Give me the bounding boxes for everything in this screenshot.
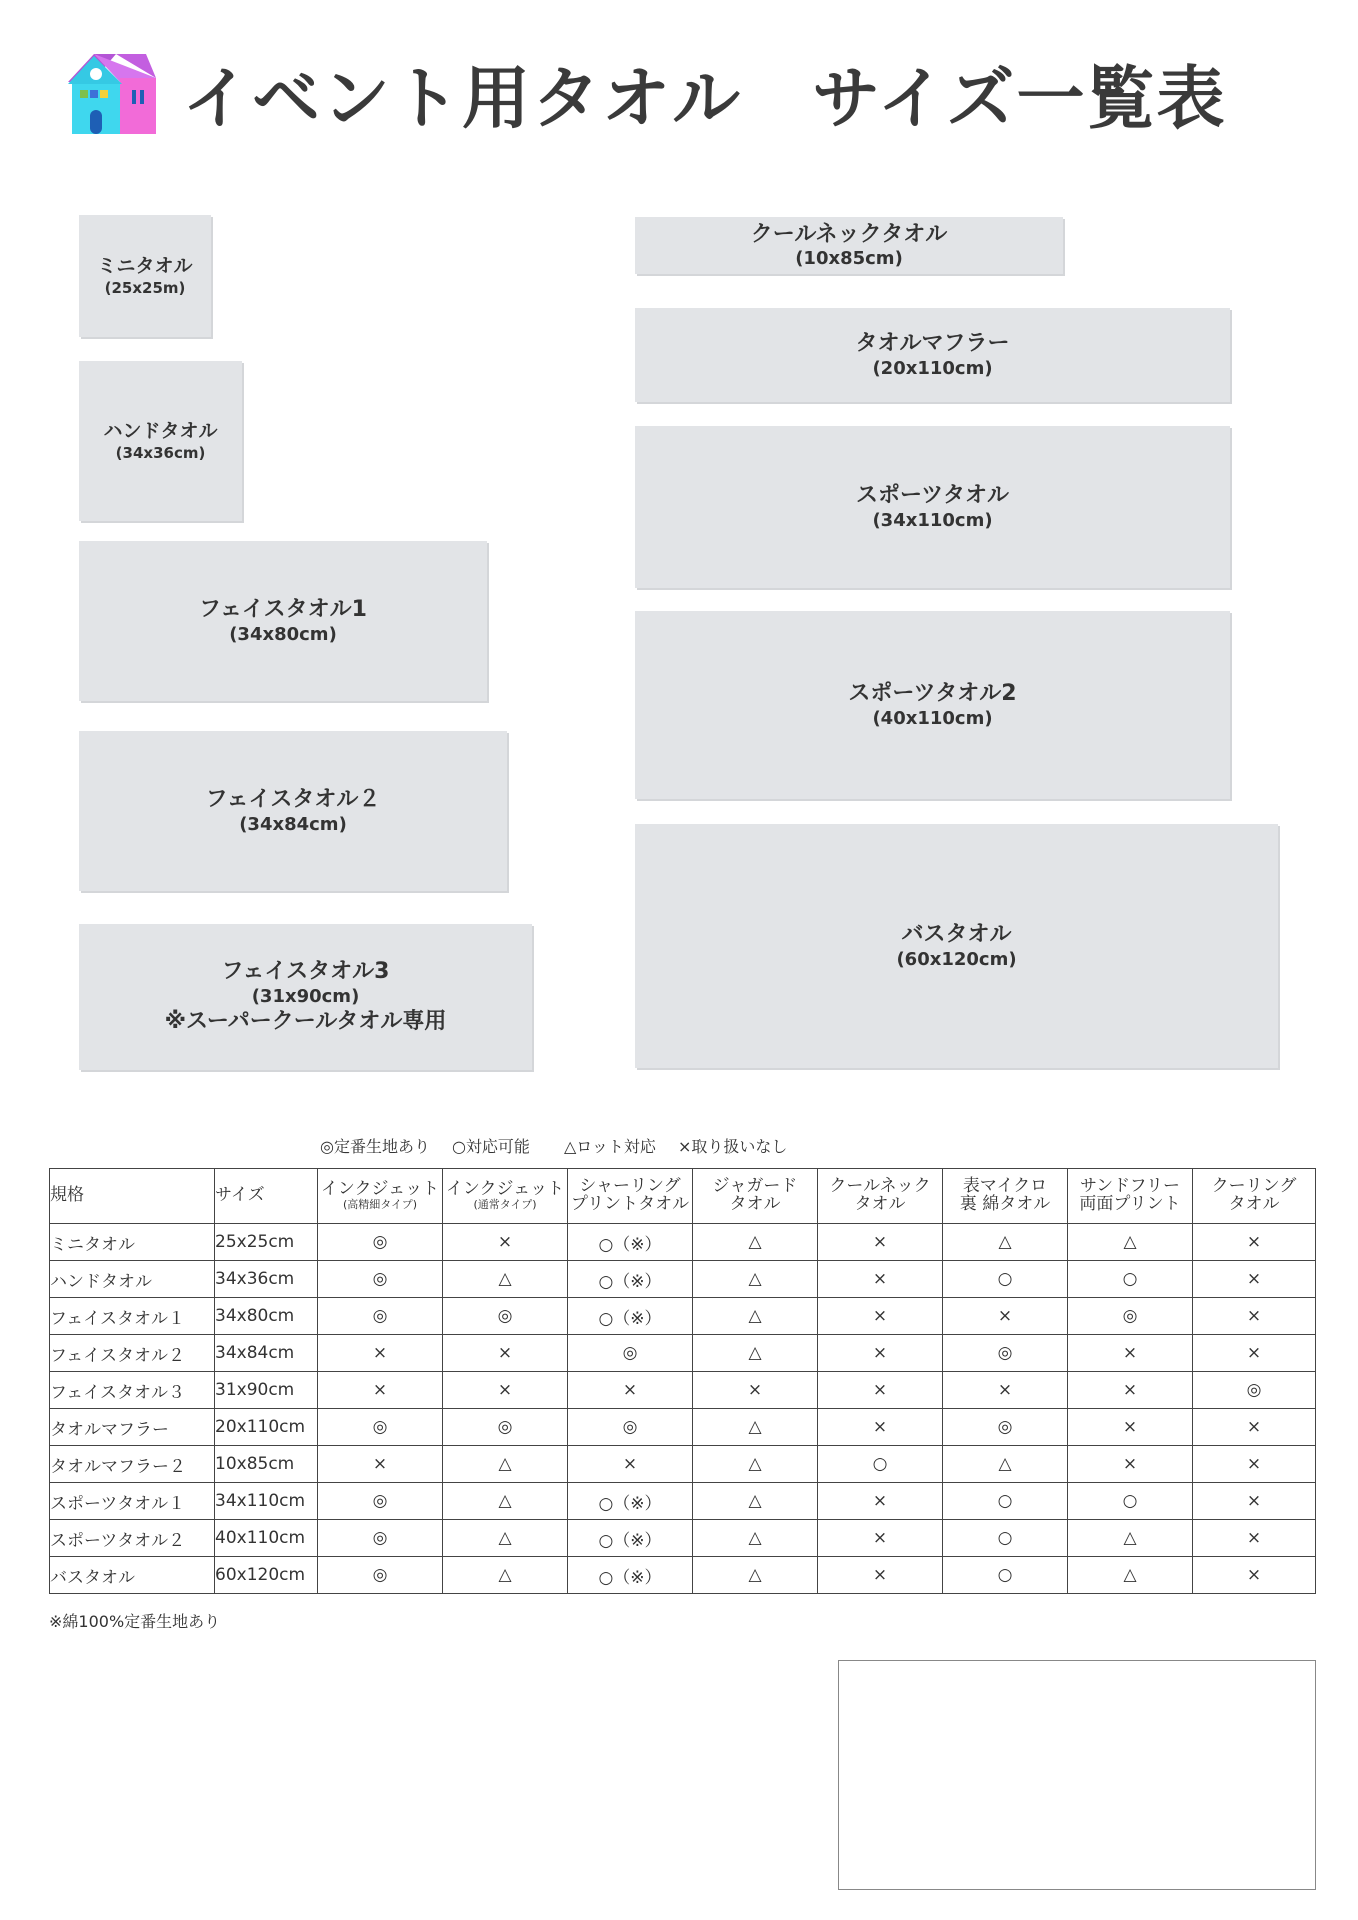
towel-note: ※スーパークールタオル専用 <box>164 1009 447 1035</box>
towel-sports-2 <box>635 611 1230 799</box>
table-cell: 34x36cm <box>215 1261 318 1298</box>
column-header: 規格 <box>50 1169 215 1224</box>
column-header: インクジェット (通常タイプ) <box>443 1169 568 1224</box>
table-cell: △ <box>693 1409 818 1446</box>
table-cell: ◎ <box>318 1557 443 1594</box>
table-cell: ○ <box>818 1446 943 1483</box>
table-cell: 34x84cm <box>215 1335 318 1372</box>
table-cell: △ <box>693 1298 818 1335</box>
table-cell: ◎ <box>943 1409 1068 1446</box>
table-cell: ○ <box>1068 1261 1193 1298</box>
table-cell: ◎ <box>943 1335 1068 1372</box>
table-cell: × <box>443 1372 568 1409</box>
towel-name: ミニタオル <box>97 254 193 277</box>
table-cell: ◎ <box>318 1520 443 1557</box>
table-cell: × <box>1068 1409 1193 1446</box>
table-cell: × <box>818 1335 943 1372</box>
table-cell: フェイスタオル２ <box>50 1335 215 1372</box>
table-cell: × <box>1068 1372 1193 1409</box>
table-cell: ◎ <box>443 1298 568 1335</box>
table-cell: △ <box>1068 1520 1193 1557</box>
table-cell: × <box>1193 1409 1316 1446</box>
table-cell: ◎ <box>568 1409 693 1446</box>
table-cell: ○ <box>1068 1483 1193 1520</box>
compatibility-table <box>49 1168 1316 1594</box>
footnote: ※綿100%定番生地あり <box>49 1612 221 1631</box>
towel-sports-1 <box>635 426 1230 588</box>
table-row <box>50 1224 1316 1261</box>
table-cell: ○（※） <box>568 1298 693 1335</box>
table-cell: △ <box>443 1261 568 1298</box>
legend-item: ○対応可能 <box>451 1137 530 1156</box>
table-cell: × <box>1193 1224 1316 1261</box>
towel-bath <box>635 824 1278 1068</box>
table-cell: △ <box>943 1224 1068 1261</box>
towel-size: (34x110cm) <box>872 509 993 531</box>
table-row <box>50 1520 1316 1557</box>
table-cell: タオルマフラー <box>50 1409 215 1446</box>
table-cell: 10x85cm <box>215 1446 318 1483</box>
towel-hand <box>79 361 242 521</box>
table-header-row <box>50 1169 1316 1224</box>
table-cell: ◎ <box>568 1335 693 1372</box>
towel-name: スポーツタオル2 <box>848 681 1017 706</box>
table-cell: 20x110cm <box>215 1409 318 1446</box>
table-cell: ◎ <box>318 1298 443 1335</box>
table-cell: スポーツタオル２ <box>50 1520 215 1557</box>
table-cell: ◎ <box>318 1261 443 1298</box>
towel-size: (34x36cm) <box>115 443 206 462</box>
table-cell: ○（※） <box>568 1224 693 1261</box>
table-cell: フェイスタオル３ <box>50 1372 215 1409</box>
table-cell: ○（※） <box>568 1261 693 1298</box>
towel-face-3 <box>79 924 532 1070</box>
towel-face-1 <box>79 541 487 701</box>
table-cell: × <box>1193 1335 1316 1372</box>
table-cell: ◎ <box>318 1409 443 1446</box>
towel-name: ハンドタオル <box>103 419 218 442</box>
towel-size: (34x84cm) <box>239 813 347 835</box>
towel-mini <box>79 215 211 337</box>
table-cell: ◎ <box>1068 1298 1193 1335</box>
table-cell: 60x120cm <box>215 1557 318 1594</box>
table-cell: タオルマフラー２ <box>50 1446 215 1483</box>
table-cell: × <box>1193 1298 1316 1335</box>
towel-name: スポーツタオル <box>856 483 1009 508</box>
table-cell: △ <box>693 1557 818 1594</box>
column-header: シャーリング プリントタオル <box>568 1169 693 1224</box>
table-cell: × <box>1193 1261 1316 1298</box>
legend-item: ◎定番生地あり <box>320 1137 430 1156</box>
table-row <box>50 1483 1316 1520</box>
table-cell: × <box>318 1372 443 1409</box>
table-row <box>50 1446 1316 1483</box>
column-header: サンドフリー 両面プリント <box>1068 1169 1193 1224</box>
table-cell: 40x110cm <box>215 1520 318 1557</box>
table-cell: × <box>1068 1335 1193 1372</box>
column-header: インクジェット (高精細タイプ) <box>318 1169 443 1224</box>
table-row <box>50 1261 1316 1298</box>
table-cell: フェイスタオル１ <box>50 1298 215 1335</box>
table-cell: △ <box>693 1224 818 1261</box>
table-body <box>50 1224 1316 1594</box>
towel-size: (34x80cm) <box>229 623 337 645</box>
table-cell: × <box>1068 1446 1193 1483</box>
table-cell: ミニタオル <box>50 1224 215 1261</box>
table-cell: × <box>1193 1520 1316 1557</box>
towel-name: クールネックタオル <box>750 221 948 247</box>
column-header: クーリング タオル <box>1193 1169 1316 1224</box>
table-cell: × <box>818 1409 943 1446</box>
legend-item: △ロット対応 <box>563 1137 656 1156</box>
table-cell: ○ <box>943 1261 1068 1298</box>
table-cell: × <box>943 1298 1068 1335</box>
table-cell: ハンドタオル <box>50 1261 215 1298</box>
table-cell: × <box>318 1446 443 1483</box>
table-cell: × <box>318 1335 443 1372</box>
table-cell: × <box>818 1372 943 1409</box>
table-cell: × <box>568 1372 693 1409</box>
table-cell: バスタオル <box>50 1557 215 1594</box>
towel-name: フェイスタオル２ <box>205 787 381 812</box>
page-title: イベント用タオル サイズ一覧表 <box>182 59 1227 139</box>
table-cell: △ <box>693 1483 818 1520</box>
table-cell: ○（※） <box>568 1520 693 1557</box>
column-header: サイズ <box>215 1169 318 1224</box>
column-header: 表マイクロ 裏 綿タオル <box>943 1169 1068 1224</box>
table-cell: × <box>818 1261 943 1298</box>
table-cell: △ <box>1068 1224 1193 1261</box>
column-header: ジャガード タオル <box>693 1169 818 1224</box>
table-cell: × <box>693 1372 818 1409</box>
legend <box>320 1134 787 1157</box>
table-cell: 34x110cm <box>215 1483 318 1520</box>
towel-size: (20x110cm) <box>872 357 993 379</box>
table-cell: × <box>1193 1557 1316 1594</box>
table-cell: 31x90cm <box>215 1372 318 1409</box>
towel-cool-neck <box>635 217 1063 274</box>
towel-name: フェイスタオル1 <box>199 597 367 622</box>
table-cell: ◎ <box>443 1409 568 1446</box>
towel-size: (40x110cm) <box>872 707 993 729</box>
table-cell: ◎ <box>318 1483 443 1520</box>
table-cell: × <box>568 1446 693 1483</box>
towel-size: (10x85cm) <box>795 248 903 269</box>
table-cell: △ <box>443 1446 568 1483</box>
table-row <box>50 1557 1316 1594</box>
table-cell: 34x80cm <box>215 1298 318 1335</box>
table-cell: △ <box>443 1520 568 1557</box>
legend-item: ×取り扱いなし <box>677 1137 788 1156</box>
table-cell: ○（※） <box>568 1483 693 1520</box>
table-cell: △ <box>443 1557 568 1594</box>
table-cell: △ <box>693 1520 818 1557</box>
table-cell: △ <box>693 1335 818 1372</box>
table-cell: × <box>1193 1483 1316 1520</box>
table-cell: 25x25cm <box>215 1224 318 1261</box>
towel-name: バスタオル <box>901 922 1012 947</box>
table-cell: × <box>1193 1446 1316 1483</box>
table-cell: △ <box>943 1446 1068 1483</box>
towel-face-2 <box>79 731 507 891</box>
table-cell: △ <box>443 1483 568 1520</box>
table-cell: ◎ <box>1193 1372 1316 1409</box>
memo-box <box>838 1660 1316 1890</box>
towel-name: フェイスタオル3 <box>221 959 390 985</box>
table-cell: × <box>443 1335 568 1372</box>
table-cell: × <box>443 1224 568 1261</box>
table-cell: △ <box>693 1446 818 1483</box>
table-row <box>50 1372 1316 1409</box>
table-cell: ○ <box>943 1520 1068 1557</box>
table-cell: × <box>818 1520 943 1557</box>
towel-name: タオルマフラー <box>855 331 1010 356</box>
table-row <box>50 1298 1316 1335</box>
table-row <box>50 1335 1316 1372</box>
table-cell: × <box>943 1372 1068 1409</box>
page-header <box>64 48 1227 138</box>
table-cell: ○ <box>943 1557 1068 1594</box>
table-cell: × <box>818 1557 943 1594</box>
column-header: クールネック タオル <box>818 1169 943 1224</box>
table-cell: ○（※） <box>568 1557 693 1594</box>
table-cell: △ <box>693 1261 818 1298</box>
table-cell: △ <box>1068 1557 1193 1594</box>
towel-size: (25x25m) <box>104 278 186 297</box>
house-icon <box>64 48 160 138</box>
table-cell: × <box>818 1224 943 1261</box>
table-cell: スポーツタオル１ <box>50 1483 215 1520</box>
towel-size: (60x120cm) <box>896 948 1017 970</box>
table-cell: × <box>818 1483 943 1520</box>
table-cell: ◎ <box>318 1224 443 1261</box>
towel-size: (31x90cm) <box>251 985 360 1007</box>
table-cell: ○ <box>943 1483 1068 1520</box>
towel-muffler <box>635 308 1230 402</box>
table-cell: × <box>818 1298 943 1335</box>
table-row <box>50 1409 1316 1446</box>
